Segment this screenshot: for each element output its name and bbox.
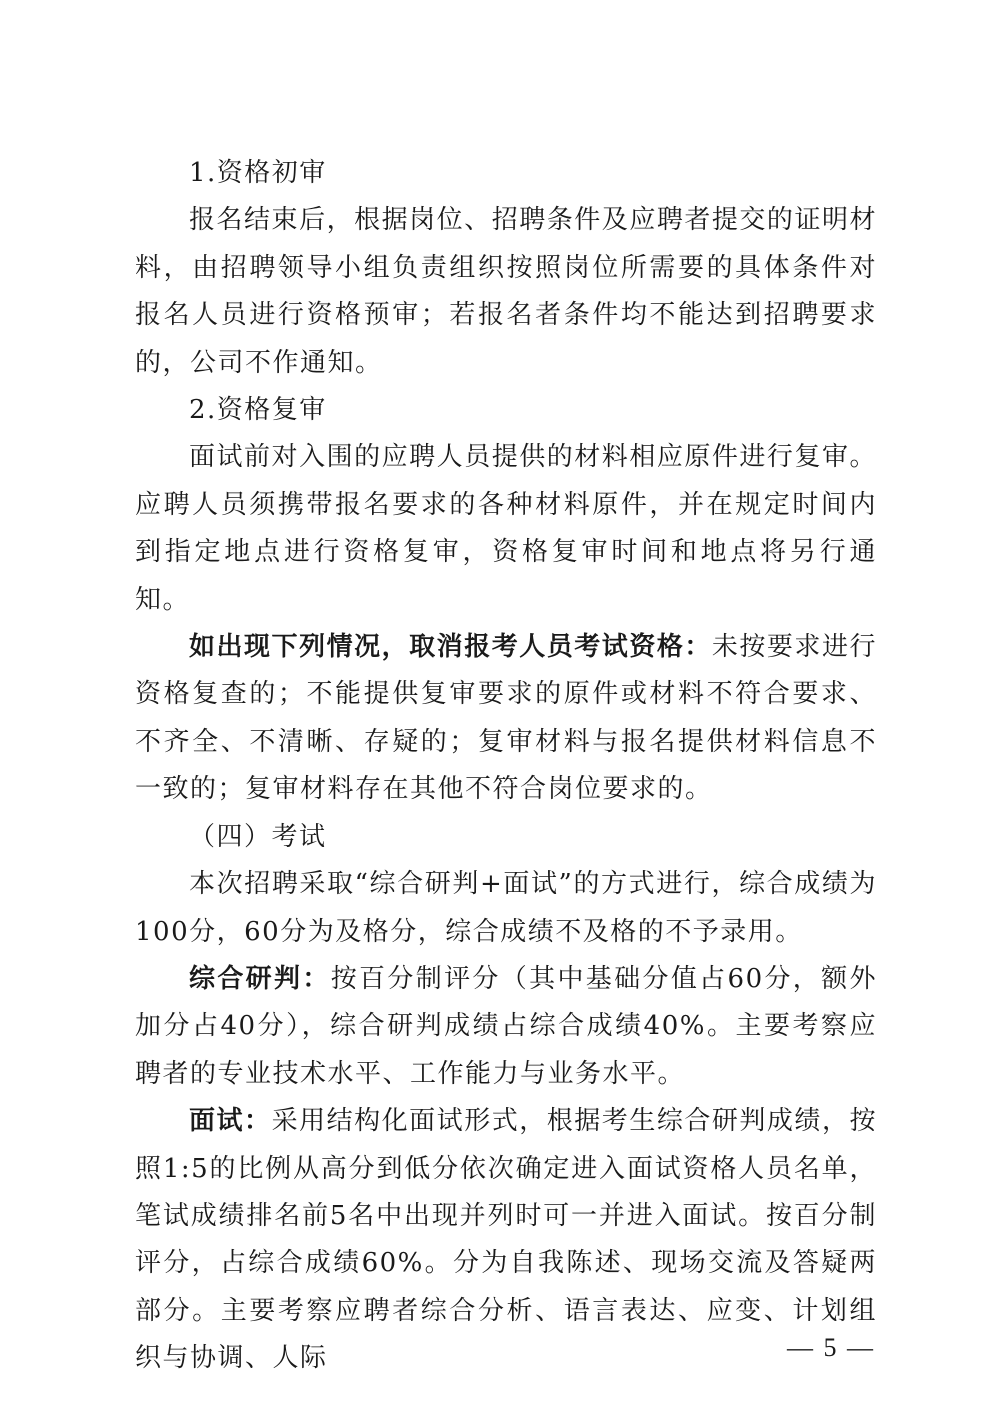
paragraph-text: 按百分制评分（其中基础分值占60分，额外加分占40分），综合研判成绩占综合成绩40%。主要考察应聘者的专业技术水平、工作能力与业务水平。 [135, 963, 877, 1089]
paragraph-interview [135, 1098, 877, 1382]
page-number: — 5 — [787, 1333, 875, 1362]
bold-lead-text: 综合研判： [189, 963, 331, 994]
heading-qualification-initial-review [135, 150, 877, 197]
paragraph-initial-review [135, 197, 877, 387]
heading-text: 2.资格复审 [189, 395, 327, 426]
paragraph-re-review [135, 434, 877, 624]
paragraph-comprehensive-assessment [135, 956, 877, 1098]
paragraph-disqualification [135, 624, 877, 814]
bold-lead-text: 如出现下列情况，取消报考人员考试资格： [189, 632, 712, 663]
paragraph-text: 采用结构化面试形式，根据考生综合研判成绩，按照1:5的比例从高分到低分依次确定进入面试资格人员名单，笔试成绩排名前5名中出现并列时可一并进入面试。按百分制评分，占综合成绩60%。分为自我陈述、现场交流及答疑两部分。主要考察应聘者综合分析、语言表达、应变、计划组织与协调、人际 [135, 1106, 877, 1374]
heading-exam [135, 814, 877, 861]
document-body [135, 150, 877, 1383]
paragraph-text: 本次招聘采取“综合研判+面试”的方式进行，综合成绩为100分，60分为及格分，综合成绩不及格的不予录用。 [135, 869, 877, 947]
paragraph-text: 报名结束后，根据岗位、招聘条件及应聘者提交的证明材料，由招聘领导小组负责组织按照岗位所需要的具体条件对报名人员进行资格预审；若报名者条件均不能达到招聘要求的，公司不作通知。 [135, 205, 877, 378]
heading-qualification-re-review [135, 387, 877, 434]
heading-text: （四）考试 [189, 821, 327, 852]
paragraph-text: 面试前对入围的应聘人员提供的材料相应原件进行复审。应聘人员须携带报名要求的各种材料原件，并在规定时间内到指定地点进行资格复审，资格复审时间和地点将另行通知。 [135, 442, 877, 615]
heading-text: 1.资格初审 [189, 158, 327, 188]
paragraph-exam-method [135, 861, 877, 956]
paragraph-text: 未按要求进行资格复查的；不能提供复审要求的原件或材料不符合要求、不齐全、不清晰、存疑的；复审材料与报名提供材料信息不一致的；复审材料存在其他不符合岗位要求的。 [135, 632, 877, 805]
bold-lead-text: 面试： [189, 1106, 272, 1137]
